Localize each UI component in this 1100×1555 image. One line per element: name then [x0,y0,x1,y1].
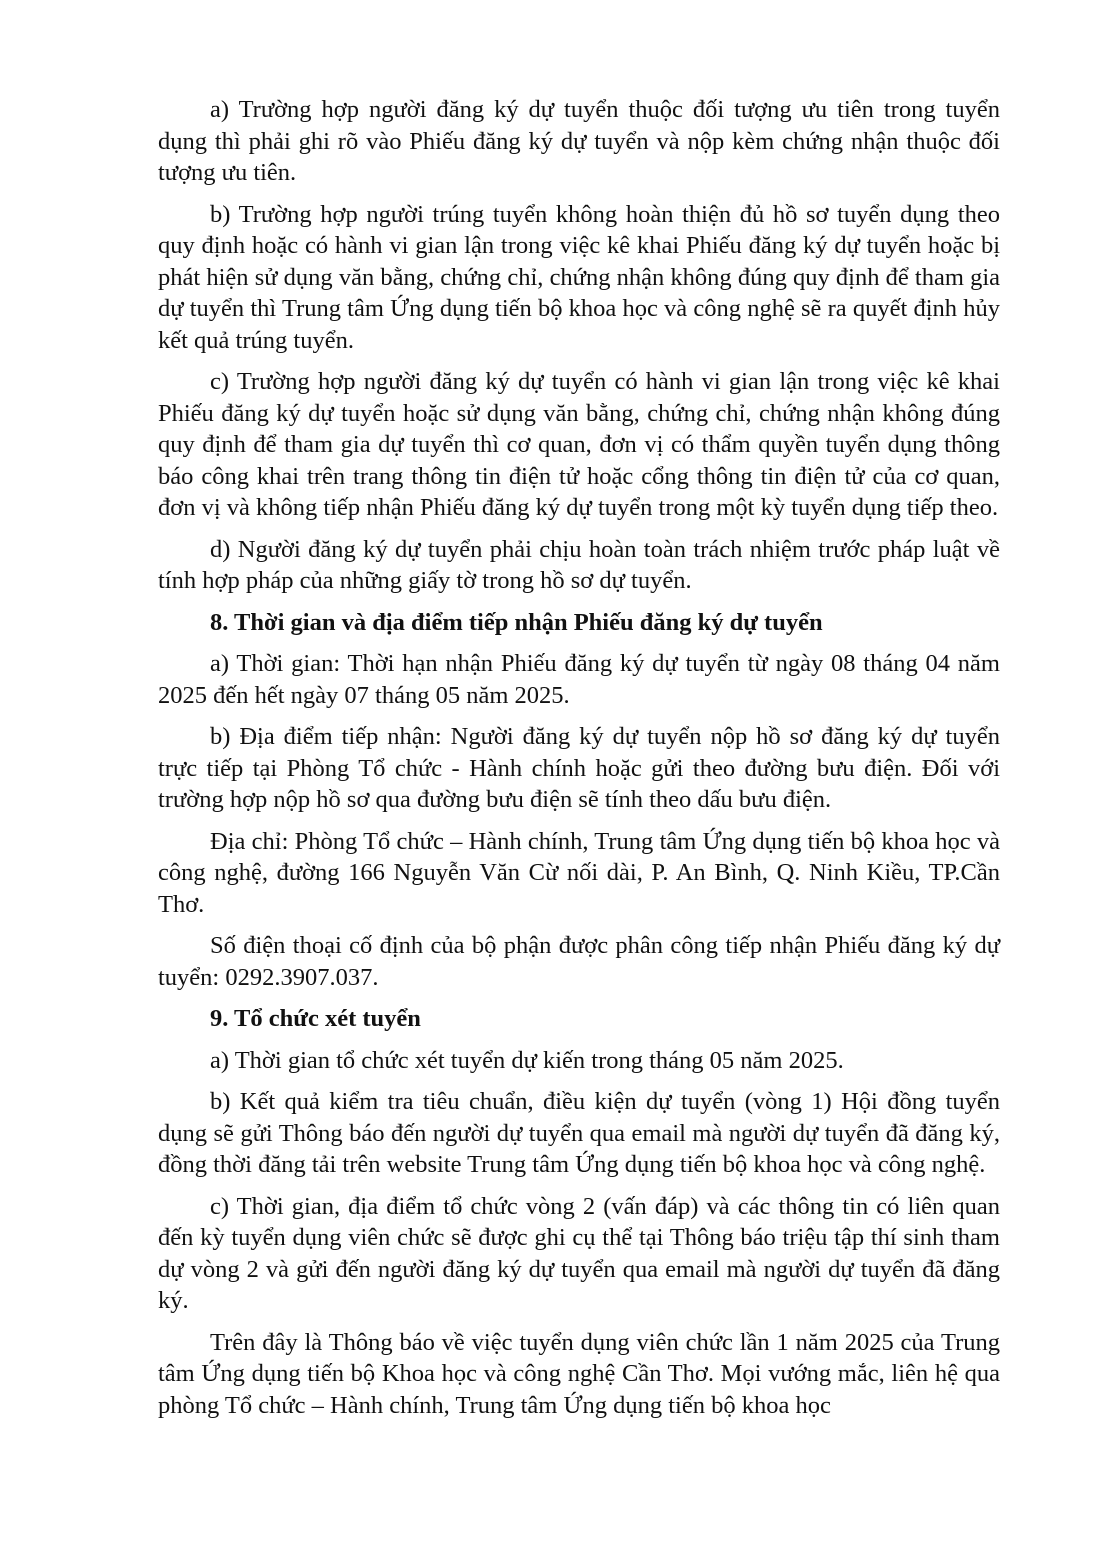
section-heading-8: 8. Thời gian và địa điểm tiếp nhận Phiếu đăng ký dự tuyển [210,608,823,636]
paragraph-round-1-results: b) Kết quả kiểm tra tiêu chuẩn, điều kiện dự tuyển (vòng 1) Hội đồng tuyển dụng sẽ gửi Thông báo đến người dự tuyển qua email mà người dự tuyển đã đăng ký, đồng thời đăng tải trên website Trung tâm Ứng dụng tiến bộ khoa học và công nghệ. [158,1088,1000,1178]
paragraph-closing-notice: Trên đây là Thông báo về việc tuyển dụng viên chức lần 1 năm 2025 của Trung tâm Ứng dụng tiến bộ Khoa học và công nghệ Cần Thơ. Mọi vướng mắc, liên hệ qua phòng Tổ chức – Hành chính, Trung tâm Ứng dụng tiến bộ khoa học [158,1328,1000,1419]
paragraph-fraud-notice: c) Trường hợp người đăng ký dự tuyển có hành vi gian lận trong việc kê khai Phiếu đăng ký dự tuyển hoặc sử dụng văn bằng, chứng chỉ, chứng nhận không đúng quy định để tham gia dự tuyển thì cơ quan, đơn vị có thẩm quyền tuyển dụng thông báo công khai trên trang thông tin điện tử hoặc cổng thông tin điện tử của cơ quan, đơn vị và không tiếp nhận Phiếu đăng ký dự tuyển trong một kỳ tuyển dụng tiếp theo. [158,368,1000,521]
paragraph-selection-time: a) Thời gian tổ chức xét tuyển dự kiến trong tháng 05 năm 2025. [210,1046,844,1074]
paragraph-legal-responsibility: d) Người đăng ký dự tuyển phải chịu hoàn toàn trách nhiệm trước pháp luật về tính hợp pháp của những giấy tờ trong hồ sơ dự tuyển. [158,535,1000,594]
document-page [158,94,1000,1431]
section-heading-9: 9. Tổ chức xét tuyển [210,1005,421,1032]
paragraph-phone-number: Số điện thoại cố định của bộ phận được phân công tiếp nhận Phiếu đăng ký dự tuyển: 0292.3907.037. [158,932,1000,991]
paragraph-receiving-time: a) Thời gian: Thời hạn nhận Phiếu đăng ký dự tuyển từ ngày 08 tháng 04 năm 2025 đến hết ngày 07 tháng 05 năm 2025. [158,650,1000,709]
paragraph-round-2-details: c) Thời gian, địa điểm tổ chức vòng 2 (vấn đáp) và các thông tin có liên quan đến kỳ tuyển dụng viên chức sẽ được ghi cụ thể tại Thông báo triệu tập thí sinh tham dự vòng 2 và gửi đến người đăng ký dự tuyển qua email mà người dự tuyển đã đăng ký. [158,1192,1000,1314]
paragraph-receiving-location: b) Địa điểm tiếp nhận: Người đăng ký dự tuyển nộp hồ sơ đăng ký dự tuyển trực tiếp tại Phòng Tổ chức - Hành chính hoặc gửi theo đường bưu điện. Đối với trường hợp nộp hồ sơ qua đường bưu điện sẽ tính theo dấu bưu điện. [158,723,1000,813]
paragraph-address: Địa chỉ: Phòng Tổ chức – Hành chính, Trung tâm Ứng dụng tiến bộ khoa học và công nghệ, đường 166 Nguyễn Văn Cừ nối dài, P. An Bình, Q. Ninh Kiều, TP.Cần Thơ. [158,827,1000,918]
paragraph-incomplete-dossier: b) Trường hợp người trúng tuyển không hoàn thiện đủ hồ sơ tuyển dụng theo quy định hoặc có hành vi gian lận trong việc kê khai Phiếu đăng ký dự tuyển hoặc bị phát hiện sử dụng văn bằng, chứng chỉ, chứng nhận không đúng quy định để tham gia dự tuyển thì Trung tâm Ứng dụng tiến bộ khoa học và công nghệ sẽ ra quyết định hủy kết quả trúng tuyển. [158,200,1000,354]
paragraph-priority-registration: a) Trường hợp người đăng ký dự tuyển thuộc đối tượng ưu tiên trong tuyển dụng thì phải ghi rõ vào Phiếu đăng ký dự tuyển và nộp kèm chứng nhận thuộc đối tượng ưu tiên. [158,96,1000,186]
